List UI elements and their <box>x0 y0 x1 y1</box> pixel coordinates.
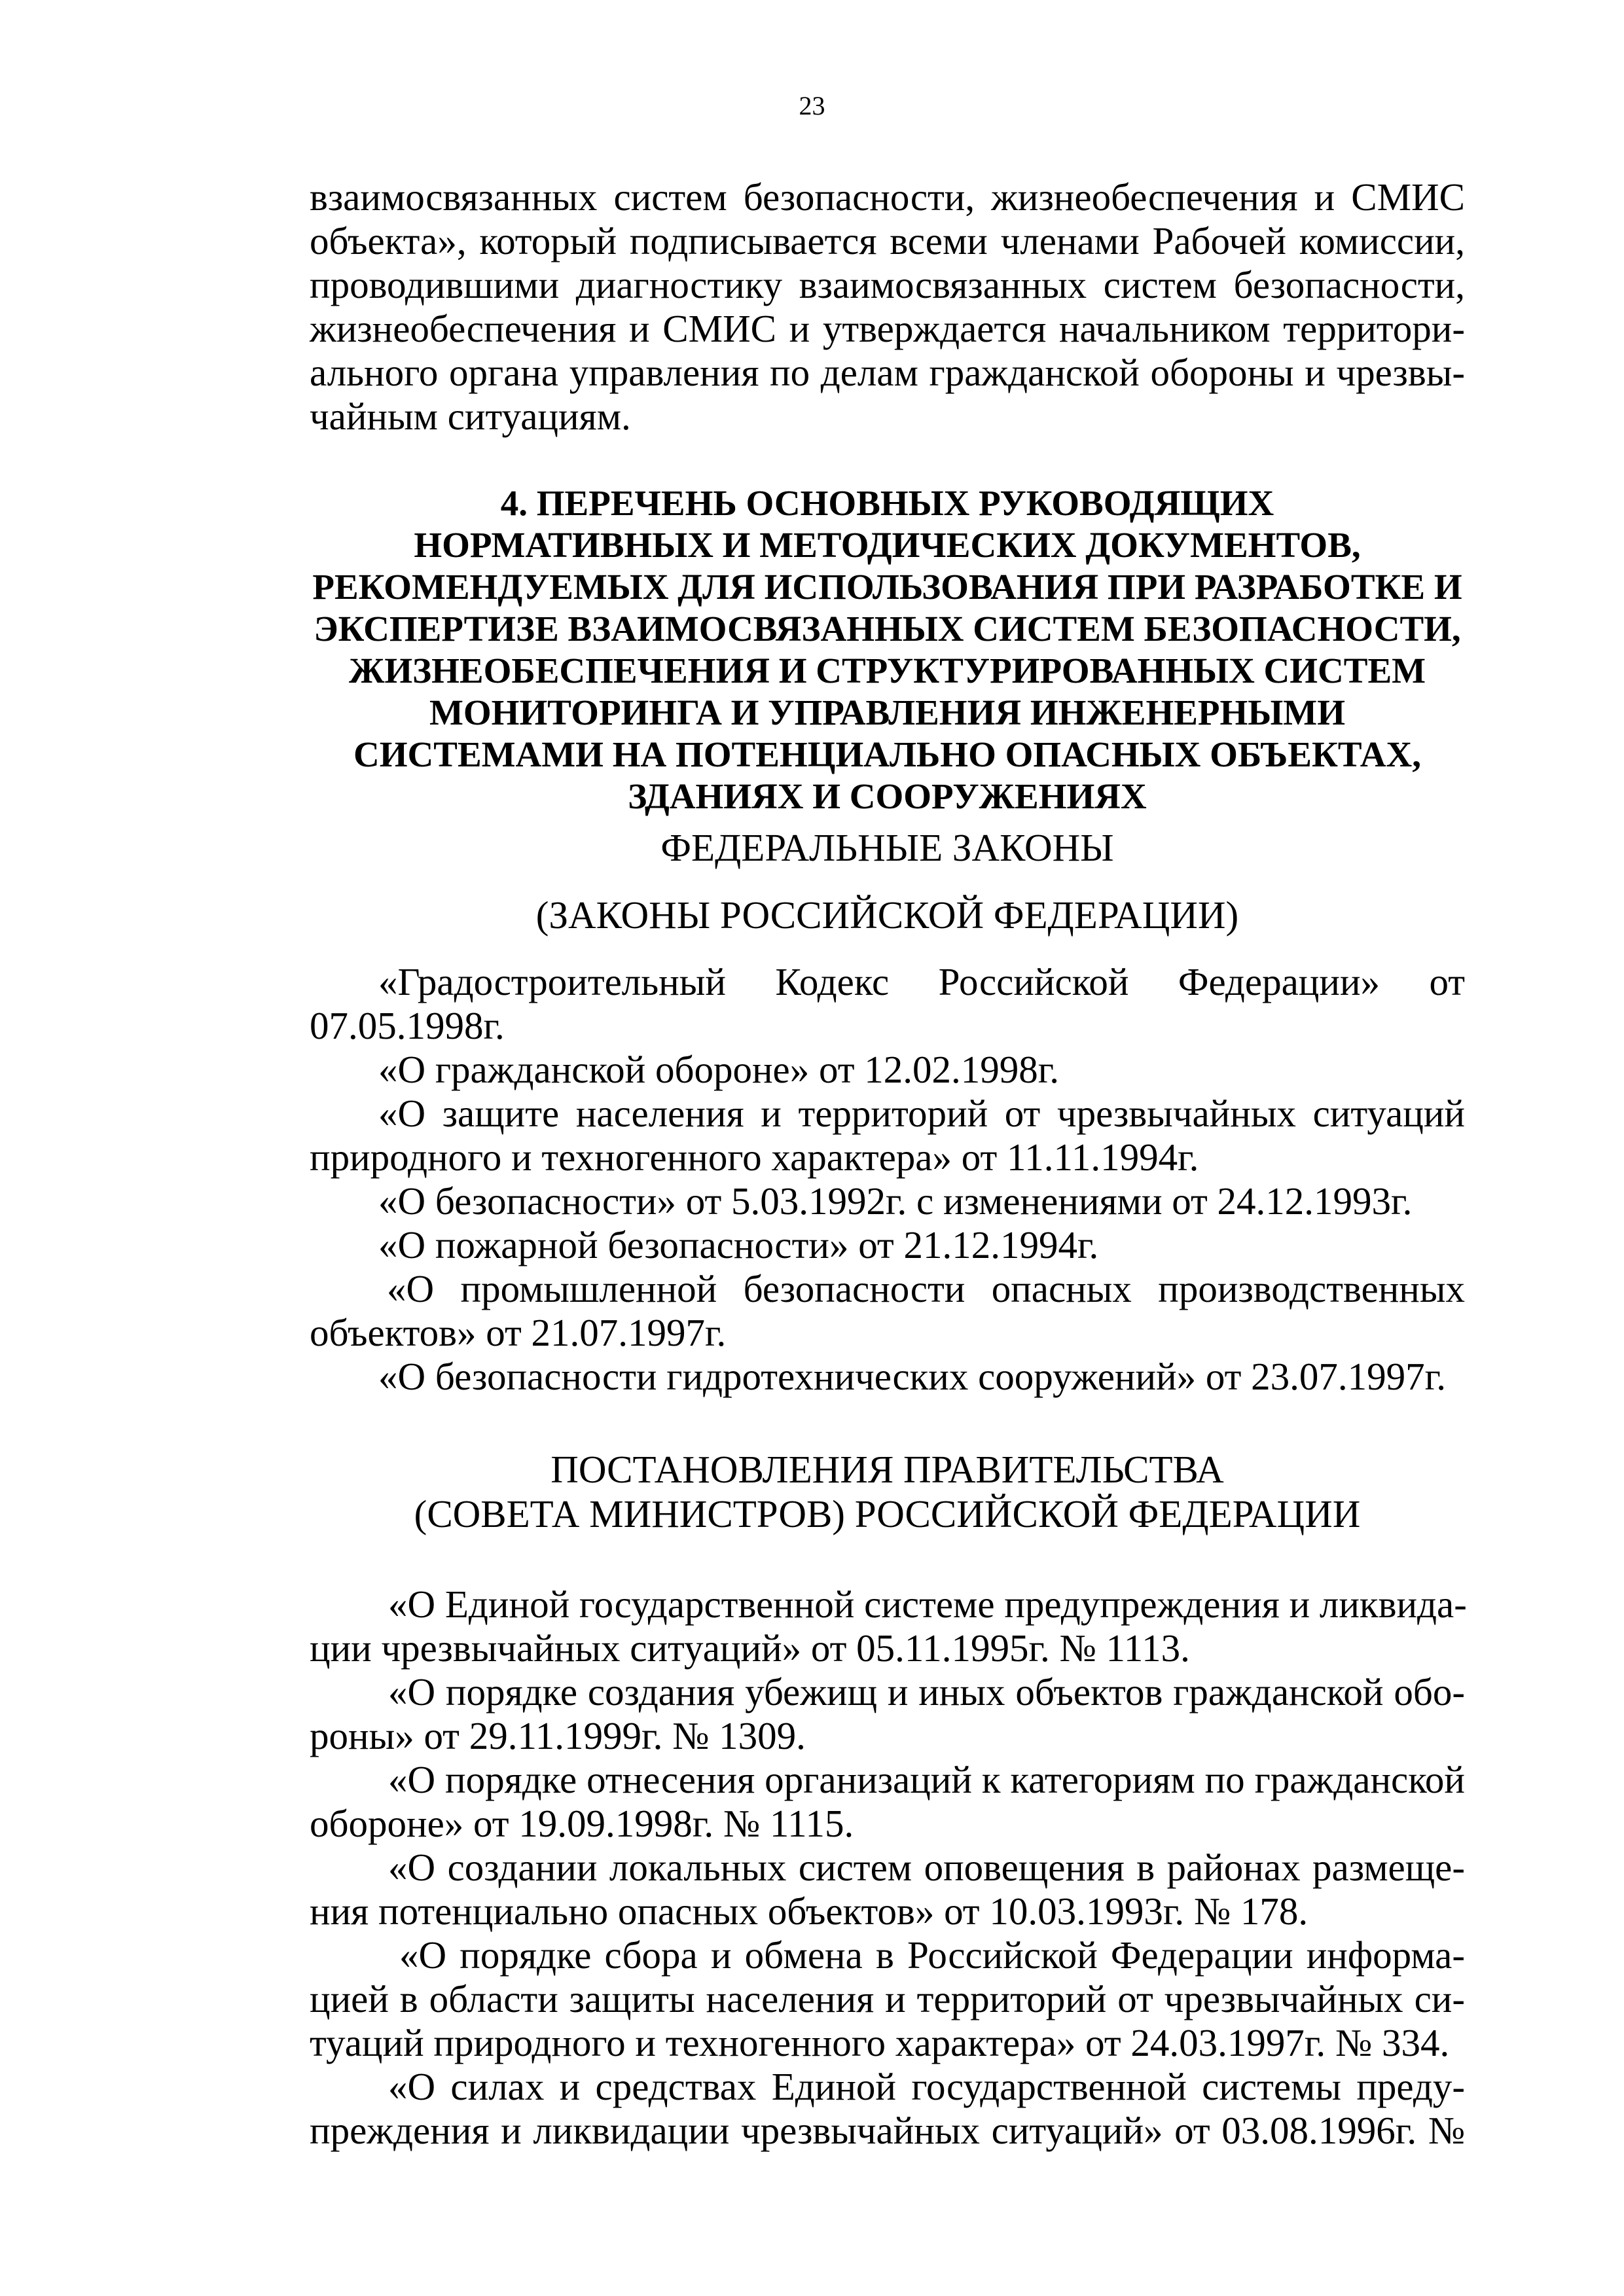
list-item <box>310 1092 1465 1179</box>
list-item-line: «О порядке сбора и обмена в Российской Федерации информа- <box>399 1933 1465 1977</box>
list-item-line: «О пожарной безопасности» от 21.12.1994г. <box>378 1223 1099 1266</box>
federal-laws-subheading: (ЗАКОНЫ РОССИЙСКОЙ ФЕДЕРАЦИИ) <box>535 893 1239 937</box>
list-item <box>310 1267 1465 1355</box>
list-item <box>310 2065 1465 2153</box>
intro-line: чайным ситуациям. <box>310 395 631 438</box>
section-heading <box>310 482 1465 817</box>
list-item-line: туаций природного и техногенного характера» от 24.03.1997г. № 334. <box>310 2021 1450 2064</box>
list-item <box>310 960 1465 1048</box>
intro-line: жизнеобеспечения и СМИС и утверждается начальником территори- <box>310 307 1465 350</box>
intro-paragraph <box>310 175 1465 439</box>
list-item-line: «О порядке отнесения организаций к категориям по гражданской <box>388 1758 1465 1801</box>
section-heading-line: ЭКСПЕРТИЗЕ ВЗАИМОСВЯЗАННЫХ СИСТЕМ БЕЗОПАСНОСТИ, <box>314 609 1461 649</box>
section-heading-line: СИСТЕМАМИ НА ПОТЕНЦИАЛЬНО ОПАСНЫХ ОБЪЕКТАХ, <box>353 734 1421 774</box>
list-item <box>310 1048 1465 1092</box>
list-item <box>310 1223 1465 1267</box>
list-item-line: «О порядке создания убежищ и иных объектов гражданской обо- <box>388 1670 1465 1713</box>
list-item <box>310 1670 1465 1758</box>
list-item-line: ции чрезвычайных ситуаций» от 05.11.1995г. № 1113. <box>310 1626 1190 1670</box>
list-item-line: обороне» от 19.09.1998г. № 1115. <box>310 1802 854 1845</box>
list-item <box>310 1758 1465 1846</box>
section-heading-line: 4. ПЕРЕЧЕНЬ ОСНОВНЫХ РУКОВОДЯЩИХ <box>500 483 1274 523</box>
federal-laws-list <box>310 960 1465 1399</box>
list-item-line: преждения и ликвидации чрезвычайных ситуаций» от 03.08.1996г. № <box>310 2109 1465 2152</box>
intro-line: объекта», который подписывается всеми членами Рабочей комиссии, <box>310 219 1465 262</box>
federal-laws-heading: ФЕДЕРАЛЬНЫЕ ЗАКОНЫ <box>660 826 1114 869</box>
section-heading-line: ЗДАНИЯХ И СООРУЖЕНИЯХ <box>628 776 1147 816</box>
list-item-line: 07.05.1998г. <box>310 1004 505 1047</box>
list-item-line: объектов» от 21.07.1997г. <box>310 1311 727 1354</box>
intro-line: ального органа управления по делам гражданской обороны и чрезвы- <box>310 351 1465 394</box>
list-item <box>310 1355 1465 1399</box>
list-item-line: роны» от 29.11.1999г. № 1309. <box>310 1714 806 1757</box>
list-item-line: «О создании локальных систем оповещения в районах размеще- <box>388 1846 1465 1889</box>
list-item-line: «О силах и средствах Единой государственной системы преду- <box>388 2065 1465 2108</box>
government-decrees-subheading: (СОВЕТА МИНИСТРОВ) РОССИЙСКОЙ ФЕДЕРАЦИИ <box>414 1492 1361 1535</box>
section-heading-line: РЕКОМЕНДУЕМЫХ ДЛЯ ИСПОЛЬЗОВАНИЯ ПРИ РАЗРАБОТКЕ И <box>312 567 1462 607</box>
list-item-line: «О промышленной безопасности опасных производственных <box>387 1267 1465 1310</box>
section-heading-line: МОНИТОРИНГА И УПРАВЛЕНИЯ ИНЖЕНЕРНЫМИ <box>429 692 1346 732</box>
list-item-line: «Градостроительный Кодекс Российской Федерации» от <box>378 960 1465 1003</box>
government-decrees-list <box>310 1583 1465 2153</box>
intro-line: взаимосвязанных систем безопасности, жизнеобеспечения и СМИС <box>310 175 1465 219</box>
section-heading-line: ЖИЗНЕОБЕСПЕЧЕНИЯ И СТРУКТУРИРОВАННЫХ СИСТЕМ <box>348 651 1426 691</box>
list-item-line: «О безопасности гидротехнических сооружений» от 23.07.1997г. <box>378 1355 1446 1398</box>
intro-line: проводившими диагностику взаимосвязанных систем безопасности, <box>310 263 1465 306</box>
list-item <box>310 1846 1465 1933</box>
page-number: 23 <box>799 91 825 120</box>
list-item-line: «О Единой государственной системе предупреждения и ликвида- <box>388 1583 1467 1626</box>
list-item-line: «О безопасности» от 5.03.1992г. с изменениями от 24.12.1993г. <box>378 1179 1413 1223</box>
list-item-line: ния потенциально опасных объектов» от 10.03.1993г. № 178. <box>310 1890 1308 1933</box>
section-heading-line: НОРМАТИВНЫХ И МЕТОДИЧЕСКИХ ДОКУМЕНТОВ, <box>414 525 1361 565</box>
list-item-line: природного и техногенного характера» от 11.11.1994г. <box>310 1136 1199 1179</box>
list-item <box>310 1933 1465 2065</box>
list-item <box>310 1583 1465 1670</box>
list-item-line: «О гражданской обороне» от 12.02.1998г. <box>378 1048 1060 1091</box>
list-item-line: цией в области защиты населения и территорий от чрезвычайных си- <box>310 1977 1465 2020</box>
list-item-line: «О защите населения и территорий от чрезвычайных ситуаций <box>378 1092 1465 1135</box>
list-item <box>310 1179 1465 1223</box>
government-decrees-heading: ПОСТАНОВЛЕНИЯ ПРАВИТЕЛЬСТВА <box>550 1448 1224 1491</box>
